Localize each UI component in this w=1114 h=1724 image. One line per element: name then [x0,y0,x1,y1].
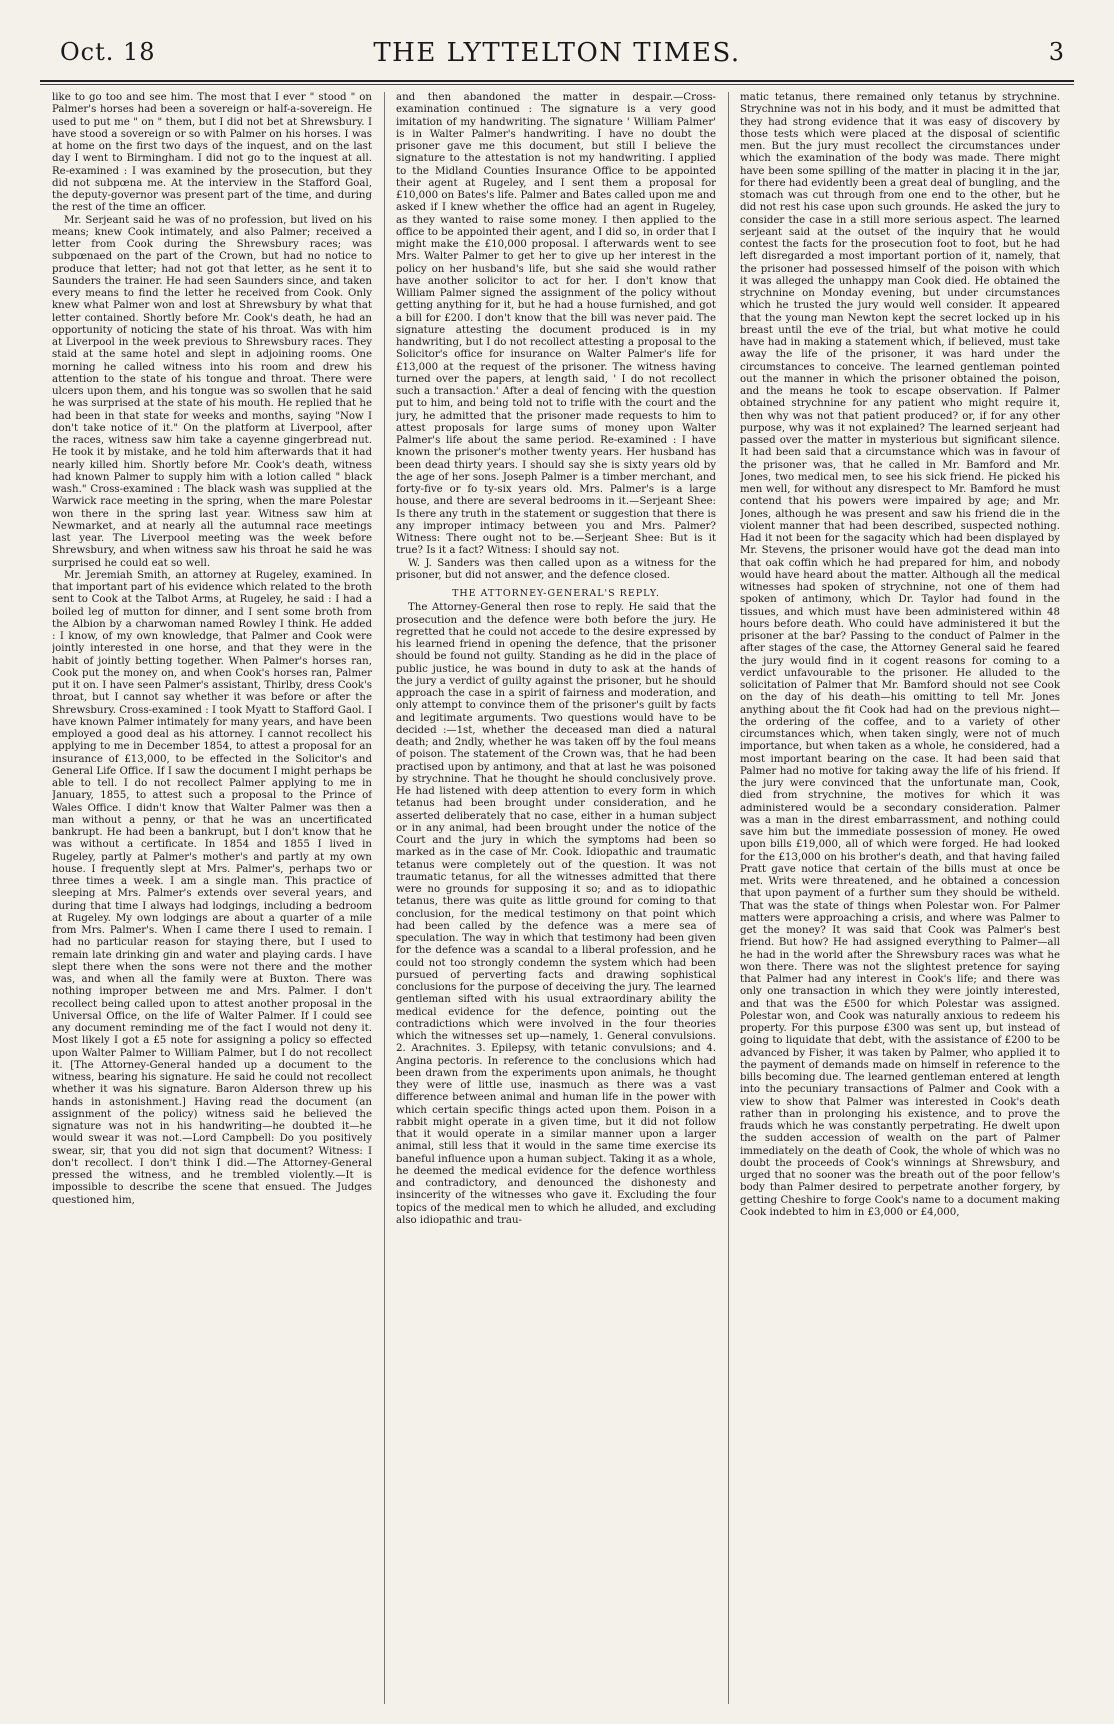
paragraph: Mr. Jeremiah Smith, an attorney at Rugeley, examined. In that important part of his evidence which related to the broth sent to Cook at the Talbot Arms, at Rugeley, he said : I had a boiled leg of mutton for dinner, and I sent some broth from the Albion by a charwoman named Rowley I think. He added : I know, of my own knowledge, that Palmer and Cook were jointly interested in one horse, and that they were in the habit of jointly betting together. When Palmer's horses ran, Cook put the money on, and when Cook's horses ran, Palmer put it on. I have seen Palmer's assistant, Thirlby, dress Cook's throat, but I cannot say whether it was before or after the Shrewsbury. Cross-examined : I took Myatt to Stafford Gaol. I have known Palmer intimately for many years, and have been employed a good deal as his attorney. I cannot recollect his applying to me in December 1854, to attest a proposal for an insurance of £13,000, to be effected in the Solicitor's and General Life Office. If I saw the document I might perhaps be able to tell. I do not recollect Palmer applying to me in January, 1855, to attest such a proposal to the Prince of Wales Office. I didn't know that Walter Palmer was then a man without a penny, or that he was an uncertificated bankrupt. He had been a bankrupt, but I don't know that he was without a certificate. In 1854 and 1855 I lived in Rugeley, partly at Palmer's mother's and partly at my own house. I frequently slept at Mrs. Palmer's, perhaps two or three times a week. I am a single man. This practice of sleeping at Mrs. Palmer's extends over several years, and during that time I always had lodgings, including a bedroom at Rugeley. My own lodgings are about a quarter of a mile from Mrs. Palmer's. When I came there I used to remain. I had no particular reason for staying there, but I used to remain late drinking gin and water and playing cards. I have slept there when the sons were not there and the mother was, and when all the family were at Buxton. There was nothing improper between me and Mrs. Palmer. I don't recollect being called upon to attest another proposal in the Universal Office, on the life of Walter Palmer. If I could see any document reminding me of the fact I would not deny it. Most likely I got a £5 note for assigning a policy so effected upon Walter Palmer to William Palmer, but I do not recollect it. [The Attorney-General handed up a document to the witness, bearing his signature. He said he could not recollect whether it was his signature. Baron Alderson threw up his hands in astonishment.] Having read the document (an assignment of the policy) witness said he believed the signature was not in his handwriting—he doubted it—he would swear it was not.—Lord Campbell: Do you positively swear, sir, that you did not sign that document? Witness: I don't recollect. I don't think I did.—The Attorney-General pressed the witness, and he trembled violently.—It is impossible to describe the scene that ensued. The Judges questioned him, [52,569,372,1206]
paragraph: Mr. Serjeant said he was of no profession, but lived on his means; knew Cook intimately, and also Palmer; received a letter from Cook during the Shrewsbury races; was subpœnaed on the part of the Crown, but had no notice to produce that letter; had not got that letter, as he sent it to Saunders the trainer. He had seen Saunders since, and taken every means to find the letter he received from Cook. Only knew what Palmer won and lost at Shrewsbury by what that letter contained. Shortly before Mr. Cook's death, he had an opportunity of noticing the state of his throat. Was with him at Liverpool in the week previous to Shrewsbury races. They staid at the same hotel and slept in adjoining rooms. One morning he called witness into his room and drew his attention to the state of his tongue and throat. There were ulcers upon them, and his tongue was so swollen that he said he was surprised at the state of his mouth. He replied that he had been in that state for weeks and months, saying "Now I don't take notice of it." On the platform at Liverpool, after the races, witness saw him take a cayenne gingerbread nut. He took it by mistake, and he told him afterwards that it had nearly killed him. Shortly before Mr. Cook's death, witness had known Palmer to supply him with a lotion called " black wash." Cross-examined : The black wash was supplied at the Warwick race meeting in the spring, when the mare Polestar won there in the spring last year. Witness saw him at Newmarket, and at nearly all the autumnal race meetings last year. The Liverpool meeting was the week before Shrewsbury, and when witness saw his throat he said he was surprised he could eat so well. [52,214,372,569]
newspaper-title: THE LYTTELTON TIMES. [373,38,741,68]
column-2 [396,92,716,1704]
column-1 [52,92,372,1704]
column-divider [728,92,729,1704]
column-divider [384,92,385,1704]
paragraph: like to go too and see him. The most that I ever " stood " on Palmer's horses had been a sovereign or half-a-sovereign. He used to put me " on " them, but I did not bet at Shrewsbury. I have stood a sovereign or so with Palmer on his horses. I was at home on the first two days of the inquest, and on the last day I went to Birmingham. I did not go to the inquest at all. Re-examined : I was examined by the prosecution, but they did not subpœna me. At the interview in the Stafford Goal, the deputy-governor was present part of the time, and during the rest of the time an officer. [52,92,372,214]
article-columns [52,92,1064,1704]
issue-date: Oct. 18 [60,38,156,66]
paragraph: and then abandoned the matter in despair.—Cross-examination continued : The signature is a very good imitation of my handwriting. The signature ' William Palmer' is in Walter Palmer's handwriting. I have no doubt the prisoner gave me this document, but still I believe the signature to the attestation is not my handwriting. I applied to the Midland Counties Insurance Office to be appointed their agent at Rugeley, and I sent them a proposal for £10,000 on Bates's life. Palmer and Bates called upon me and asked if I knew whether the office had an agent in Rugeley, as they wanted to raise some money. I then applied to the office to be appointed their agent, and I did so, in order that I might make the £10,000 proposal. I afterwards went to see Mrs. Walter Palmer to get her to give up her interest in the policy on her husband's life, but she said she would rather have another solicitor to act for her. I don't know that William Palmer signed the assignment of the policy without getting anything for it, but he had a house furnished, and got a bill for £200. I don't know that the bill was never paid. The signature attesting the document produced is in my handwriting, but I do not recollect attesting a proposal to the Solicitor's office for insurance on Walter Palmer's life for £13,000 at the request of the prisoner. The witness having turned over the papers, at length said, ' I do not recollect such a transaction.' After a deal of fencing with the question put to him, and being told not to trifle with the court and the jury, he admitted that the prisoner made requests to him to attest proposals for large sums of money upon Walter Palmer's life about the same period. Re-examined : I have known the prisoner's mother twenty years. Her husband has been dead thirty years. I should say she is sixty years old by the age of her sons. Joseph Palmer is a timber merchant, and forty-five or fo ty-six years old. Mrs. Palmer's is a large house, and there are several bedrooms in it.—Serjeant Shee: Is there any truth in the statement or suggestion that there is any improper intimacy between you and Mrs. Palmer? Witness: There ought not to be.—Serjeant Shee: But is it true? Is it a fact? Witness: I should say not. [396,92,716,557]
paragraph: matic tetanus, there remained only tetanus by strychnine. Strychnine was not in his body, and it must be admitted that they had strong evidence that it was easy of discovery by those tests which were placed at the disposal of scientific men. But the jury must recollect the circumstances under which the examination of the body was made. There might have been some spilling of the matter in placing it in the jar, for there had evidently been a great deal of bungling, and the stomach was cut through from one end to the other, but he did not rest his case upon such grounds. He asked the jury to consider the case in a still more serious aspect. The learned serjeant said at the outset of the inquiry that he would contest the facts for the prosecution foot to foot, but he had left disregarded a most important portion of it, namely, that the prisoner had possessed himself of the poison with which it was alleged the unhappy man Cook died. He obtained the strychnine on Monday evening, but under circumstances which he trusted the jury would well consider. It appeared that the young man Newton kept the secret locked up in his breast until the eve of the trial, but what motive he could have had in making a statement which, if believed, must take away the life of the prisoner, it was hard under the circumstances to conceive. The learned gentleman pointed out the manner in which the prisoner obtained the poison, and the means he took to escape observation. If Palmer obtained strychnine for any patient who might require it, then why was not that patient produced? or, if for any other purpose, why was it not explained? The learned serjeant had passed over the matter in mysterious but significant silence. It had been said that a circumstance which was in favour of the prisoner was, that he called in Mr. Bamford and Mr. Jones, two medical men, to see his sick friend. He picked his men well, for without any disrespect to Mr. Bamford he must contend that his powers were impaired by age; and Mr. Jones, although he was present and saw his friend die in the violent manner that had been described, suspected nothing. Had it not been for the sagacity which had been displayed by Mr. Stevens, the prisoner would have got the dead man into that oak coffin which he had prepared for him, and nobody would have heard about the matter. Although all the medical witnesses had spoken of strychnine, not one of them had spoken of antimony, which Dr. Taylor had found in the tissues, and which must have been administered within 48 hours before death. Who could have administered it but the prisoner at the bar? Passing to the conduct of Palmer in the after stages of the case, the Attorney General said he feared the jury would find in it cogent reasons for coming to a verdict unfavourable to the prisoner. He alluded to the solicitation of Palmer that Mr. Bamford should not see Cook on the day of his death—his omitting to tell Mr. Jones anything about the fit Cook had had on the previous night—the ordering of the coffee, and to a variety of other circumstances which, when taken singly, were not of much importance, but when taken as a whole, he considered, had a most important bearing on the case. It had been said that Palmer had no motive for taking away the life of his friend. If the jury were convinced that the unfortunate man, Cook, died from strychnine, the motives for which it was administered would be a secondary consideration. Palmer was a man in the direst embarrassment, and nothing could save him but the immediate possession of money. He owed upon bills £19,000, all of which were forged. He had looked for the £13,000 on his brother's death, and that having failed Pratt gave notice that certain of the bills must at once be met. Writs were threatened, and he obtained a concession that upon payment of a further sum they should be witheld. That was the state of things when Polestar won. For Palmer matters were approaching a crisis, and where was Palmer to get the money? It was said that Cook was Palmer's best friend. But how? He had assigned everything to Palmer—all he had in the world after the Shrewsbury races was what he won there. There was not the slightest pretence for saying that Palmer had any interest in Cook's life; and there was only one transaction in which they were jointly interested, and that was the £500 for which Polestar was assigned. Polestar won, and Cook was naturally anxious to redeem his property. For this purpose £300 was sent up, but instead of going to liquidate that debt, with the assistance of £200 to be advanced by Fisher, it was taken by Palmer, who applied it to the payment of demands made on himself in reference to the bills becoming due. The learned gentleman entered at length into the pecuniary transactions of Palmer and Cook with a view to show that Palmer was interested in Cook's death rather than in prolonging his existence, and to prove the frauds which he was constantly perpetrating. He dwelt upon the sudden accession of wealth on the part of Palmer immediately on the death of Cook, the whole of which was no doubt the proceeds of Cook's winnings at Shrewsbury, and urged that no sooner was the breath out of the poor fellow's body than Palmer desired to perpetrate another forgery, by getting Cheshire to forge Cook's name to a document making Cook indebted to him in £3,000 or £4,000, [740,92,1060,1218]
paragraph: The Attorney-General then rose to reply. He said that the prosecution and the defence were both before the jury. He regretted that he could not accede to the desire expressed by his learned friend in opening the defence, that the prisoner should be found not guilty. Standing as he did in the place of public justice, he was bound in duty to ask at the hands of the jury a verdict of guilty against the prisoner, but he should approach the case in a spirit of fairness and moderation, and only attempt to convince them of the prisoner's guilt by facts and legitimate arguments. Two questions would have to be decided :—1st, whether the deceased man died a natural death; and 2ndly, whether he was taken off by the foul means of poison. The statement of the Crown was, that he had been practised upon by antimony, and that at last he was poisoned by strychnine. That he thought he should conclusively prove. He had listened with deep attention to every form in which tetanus had been brought under consideration, and he asserted deliberately that no case, either in a human subject or in any animal, had been brought under the notice of the Court and the jury in which the symptoms had been so marked as in the case of Mr. Cook. Idiopathic and traumatic tetanus were completely out of the question. It was not traumatic tetanus, for all the witnesses admitted that there were no grounds for supposing it so; and as to idiopathic tetanus, there was quite as little ground for coming to that conclusion, for the medical testimony on that point which had been called by the defence was a mere sea of speculation. The way in which that testimony had been given for the defence was a scandal to a liberal profession, and he could not too strongly condemn the system which had been pursued of perverting facts and drawing sophistical conclusions for the purpose of deceiving the jury. The learned gentleman sifted with his usual extraordinary ability the medical evidence for the defence, pointing out the contradictions which were involved in the four theories which the witnesses set up—namely, 1. General convulsions. 2. Arachnites. 3. Epilepsy, with tetanic convulsions; and 4. Angina pectoris. In reference to the conclusions which had been drawn from the experiments upon animals, he thought they were of little use, inasmuch as there was a vast difference between animal and human life in the power with which certain specific things acted upon them. Poison in a rabbit might operate in a given time, but it did not follow that it would operate in a similar manner upon a larger animal, still less that it would in the same time exercise its baneful influence upon a human subject. Taking it as a whole, he deemed the medical evidence for the defence worthless and contradictory, and denounced the dishonesty and insincerity of the witnesses who gave it. Excluding the four topics of the medical men to which he alluded, and excluding also idiopathic and trau- [396,602,716,1226]
page-number: 3 [1048,38,1064,66]
paragraph: W. J. Sanders was then called upon as a witness for the prisoner, but did not answer, and the defence closed. [396,557,716,581]
masthead [40,38,1074,82]
section-heading: THE ATTORNEY-GENERAL'S REPLY. [452,588,660,599]
masthead-rule [40,84,1074,85]
column-3 [740,92,1060,1704]
